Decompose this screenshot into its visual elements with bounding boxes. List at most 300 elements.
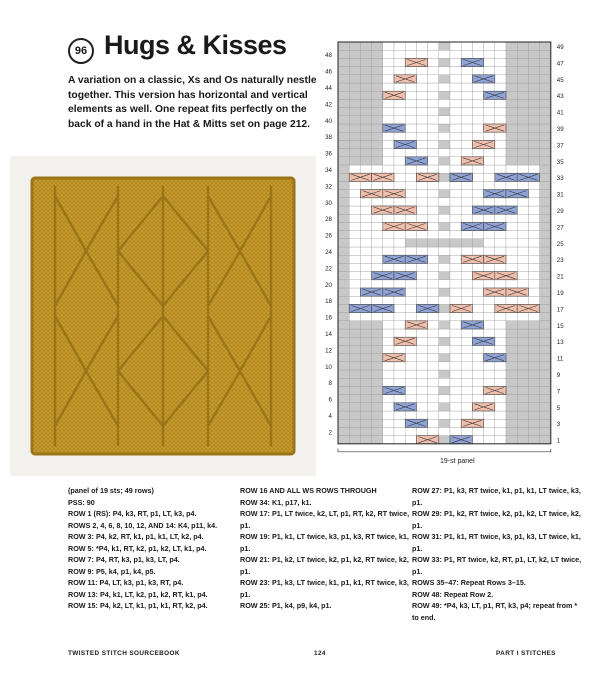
chart-cell bbox=[416, 386, 427, 394]
chart-cell bbox=[484, 304, 495, 312]
cable-cross bbox=[472, 75, 494, 83]
chart-cell bbox=[495, 395, 506, 403]
chart-cell bbox=[472, 427, 483, 435]
chart-cell bbox=[439, 403, 450, 411]
chart-cell bbox=[360, 395, 371, 403]
chart-cell bbox=[439, 354, 450, 362]
chart-cell bbox=[495, 198, 506, 206]
chart-cell bbox=[506, 255, 517, 263]
instruction-line: ROW 17: P1, LT twice, k2, LT, p1, RT, k2, RT twice, p1. bbox=[240, 509, 410, 530]
row-number-left: 30 bbox=[325, 199, 332, 207]
chart-cell bbox=[416, 280, 427, 288]
chart-cell bbox=[472, 280, 483, 288]
row-number-left: 34 bbox=[325, 167, 332, 174]
chart-cell bbox=[528, 140, 539, 148]
chart-cell bbox=[540, 124, 551, 132]
chart-cell bbox=[394, 321, 405, 329]
chart-cell bbox=[338, 239, 349, 247]
chart-cell bbox=[394, 395, 405, 403]
chart-cell bbox=[394, 165, 405, 173]
cable-cross bbox=[405, 321, 427, 329]
instruction-line: ROW 48: Repeat Row 2. bbox=[412, 589, 494, 599]
chart-cell bbox=[416, 214, 427, 222]
chart-cell bbox=[495, 58, 506, 66]
chart-cell bbox=[540, 386, 551, 394]
chart-cell bbox=[528, 91, 539, 99]
row-number-left: 20 bbox=[325, 281, 332, 289]
chart-cell bbox=[338, 354, 349, 362]
chart-cell bbox=[528, 436, 539, 444]
chart-cell bbox=[506, 124, 517, 132]
chart-cell bbox=[506, 419, 517, 427]
chart-cell bbox=[428, 411, 439, 419]
instructions-column-2 bbox=[240, 485, 410, 612]
row-number-left: 22 bbox=[325, 265, 332, 273]
chart-cell bbox=[349, 272, 360, 280]
chart-cell bbox=[517, 165, 528, 173]
chart-cell bbox=[428, 427, 439, 435]
chart-cell bbox=[405, 214, 416, 222]
chart-cell bbox=[439, 362, 450, 370]
chart-cell bbox=[349, 181, 360, 189]
chart-cell bbox=[528, 370, 539, 378]
row-number-right: 31 bbox=[556, 191, 564, 199]
chart-cell bbox=[439, 280, 450, 288]
chart-cell bbox=[394, 370, 405, 378]
footer-book-title: TWISTED STITCH SOURCEBOOK bbox=[68, 650, 180, 657]
row-number-left: 26 bbox=[325, 232, 332, 240]
knit-swatch-photo bbox=[10, 156, 316, 476]
chart-cell bbox=[450, 99, 461, 107]
chart-cell bbox=[495, 403, 506, 411]
cable-cross bbox=[383, 288, 405, 296]
chart-cell bbox=[528, 165, 539, 173]
cable-cross bbox=[372, 272, 394, 280]
chart-cell bbox=[540, 304, 551, 312]
chart-cell bbox=[349, 419, 360, 427]
chart-cell bbox=[517, 181, 528, 189]
chart-cell bbox=[372, 157, 383, 165]
chart-cell bbox=[540, 140, 551, 148]
chart-cell bbox=[540, 58, 551, 66]
instruction-line: ROW 33: P1, RT twice, k2, RT, p1, LT, k2, LT twice, p1. bbox=[412, 555, 582, 576]
chart-cell bbox=[506, 436, 517, 444]
chart-cell bbox=[461, 329, 472, 337]
chart-cell bbox=[461, 124, 472, 132]
chart-cell bbox=[405, 313, 416, 321]
chart-cell bbox=[372, 411, 383, 419]
chart-cell bbox=[372, 140, 383, 148]
chart-cell bbox=[416, 124, 427, 132]
chart-cell bbox=[540, 419, 551, 427]
chart-cell bbox=[338, 263, 349, 271]
chart-cell bbox=[528, 75, 539, 83]
cable-cross bbox=[372, 173, 394, 181]
chart-cell bbox=[506, 157, 517, 165]
chart-cell bbox=[540, 345, 551, 353]
chart-cell bbox=[360, 42, 371, 50]
chart-cell bbox=[450, 263, 461, 271]
chart-cell bbox=[383, 239, 394, 247]
chart-cell bbox=[517, 370, 528, 378]
chart-cell bbox=[394, 83, 405, 91]
chart-cell bbox=[360, 436, 371, 444]
chart-cell bbox=[416, 116, 427, 124]
row-number-left: 10 bbox=[325, 363, 332, 371]
chart-cell bbox=[338, 337, 349, 345]
chart-cell bbox=[428, 386, 439, 394]
chart-cell bbox=[372, 58, 383, 66]
chart-cell bbox=[450, 190, 461, 198]
chart-cell bbox=[428, 206, 439, 214]
chart-cell bbox=[528, 378, 539, 386]
chart-cell bbox=[428, 214, 439, 222]
chart-cell bbox=[517, 214, 528, 222]
chart-cell bbox=[360, 75, 371, 83]
chart-cell bbox=[472, 67, 483, 75]
chart-cell bbox=[372, 67, 383, 75]
chart-cell bbox=[517, 91, 528, 99]
chart-cell bbox=[405, 42, 416, 50]
stitch-number-badge bbox=[68, 38, 94, 64]
chart-cell bbox=[360, 272, 371, 280]
chart-cell bbox=[484, 231, 495, 239]
chart-cell bbox=[461, 288, 472, 296]
chart-cell bbox=[439, 272, 450, 280]
chart-cell bbox=[461, 190, 472, 198]
chart-cell bbox=[540, 116, 551, 124]
chart-cell bbox=[349, 386, 360, 394]
chart-cell bbox=[372, 329, 383, 337]
chart-cell bbox=[517, 83, 528, 91]
chart-cell bbox=[338, 255, 349, 263]
chart-cell bbox=[540, 91, 551, 99]
cable-cross bbox=[394, 403, 416, 411]
chart-cell bbox=[461, 214, 472, 222]
chart-cell bbox=[439, 263, 450, 271]
chart-cell bbox=[338, 436, 349, 444]
chart-cell bbox=[439, 313, 450, 321]
chart-cell bbox=[360, 263, 371, 271]
chart-cell bbox=[405, 386, 416, 394]
chart-cell bbox=[540, 157, 551, 165]
chart-cell bbox=[338, 99, 349, 107]
cable-cross bbox=[461, 255, 483, 263]
chart-cell bbox=[506, 411, 517, 419]
chart-cell bbox=[416, 132, 427, 140]
chart-cell bbox=[349, 403, 360, 411]
chart-cell bbox=[439, 75, 450, 83]
chart-cell bbox=[517, 255, 528, 263]
cable-cross bbox=[495, 173, 517, 181]
chart-cell bbox=[495, 165, 506, 173]
chart-cell bbox=[338, 50, 349, 58]
chart-cell bbox=[517, 50, 528, 58]
chart-cell bbox=[528, 272, 539, 280]
chart-cell bbox=[528, 231, 539, 239]
chart-cell bbox=[506, 362, 517, 370]
chart-cell bbox=[383, 231, 394, 239]
chart-cell bbox=[484, 157, 495, 165]
chart-cell bbox=[450, 403, 461, 411]
chart-cell bbox=[484, 395, 495, 403]
chart-cell bbox=[428, 222, 439, 230]
chart-cell bbox=[349, 91, 360, 99]
row-number-left: 16 bbox=[325, 314, 332, 322]
chart-cell bbox=[349, 231, 360, 239]
chart-cell bbox=[349, 124, 360, 132]
chart-cell bbox=[428, 263, 439, 271]
chart-cell bbox=[450, 124, 461, 132]
chart-cell bbox=[528, 403, 539, 411]
chart-cell bbox=[360, 386, 371, 394]
row-number-left: 32 bbox=[325, 183, 332, 191]
chart-cell bbox=[405, 231, 416, 239]
chart-cell bbox=[528, 255, 539, 263]
chart-cell bbox=[439, 222, 450, 230]
chart-cell bbox=[450, 198, 461, 206]
chart-cell bbox=[372, 124, 383, 132]
chart-cell bbox=[428, 75, 439, 83]
instruction-line: ROW 11: P4, LT, k3, p1, k3, RT, p4. bbox=[68, 578, 184, 587]
chart-cell bbox=[450, 42, 461, 50]
cable-cross bbox=[360, 288, 382, 296]
chart-cell bbox=[349, 116, 360, 124]
chart-cell bbox=[506, 280, 517, 288]
chart-cell bbox=[349, 280, 360, 288]
chart-cell bbox=[450, 280, 461, 288]
chart-cell bbox=[360, 91, 371, 99]
chart-cell bbox=[450, 378, 461, 386]
chart-cell bbox=[405, 165, 416, 173]
chart-cell bbox=[540, 190, 551, 198]
chart-cell bbox=[484, 149, 495, 157]
chart-cell bbox=[428, 181, 439, 189]
row-number-right: 3 bbox=[556, 421, 561, 429]
cable-cross bbox=[472, 403, 494, 411]
chart-cell bbox=[540, 436, 551, 444]
chart-cell bbox=[484, 198, 495, 206]
chart-cell bbox=[461, 239, 472, 247]
chart-cell bbox=[360, 255, 371, 263]
chart-cell bbox=[405, 378, 416, 386]
chart-cell bbox=[495, 296, 506, 304]
panel-bracket bbox=[338, 449, 551, 452]
chart-cell bbox=[528, 198, 539, 206]
chart-cell bbox=[540, 411, 551, 419]
chart-cell bbox=[383, 280, 394, 288]
instruction-line: (panel of 19 sts; 49 rows) bbox=[68, 486, 154, 495]
chart-cell bbox=[428, 419, 439, 427]
chart-cell bbox=[338, 231, 349, 239]
chart-cell bbox=[360, 222, 371, 230]
chart-cell bbox=[472, 149, 483, 157]
chart-cell bbox=[439, 329, 450, 337]
chart-cell bbox=[495, 362, 506, 370]
chart-cell bbox=[360, 427, 371, 435]
chart-cell bbox=[372, 255, 383, 263]
chart-cell bbox=[461, 181, 472, 189]
chart-cell bbox=[405, 124, 416, 132]
chart-cell bbox=[360, 206, 371, 214]
chart-cell bbox=[450, 419, 461, 427]
chart-cell bbox=[394, 50, 405, 58]
chart-cell bbox=[338, 395, 349, 403]
chart-cell bbox=[517, 116, 528, 124]
chart-cell bbox=[360, 280, 371, 288]
chart-cell bbox=[450, 75, 461, 83]
row-number-right: 7 bbox=[556, 388, 561, 396]
chart-cell bbox=[461, 403, 472, 411]
chart-cell bbox=[338, 214, 349, 222]
chart-cell bbox=[405, 239, 416, 247]
row-number-left: 48 bbox=[325, 52, 332, 60]
chart-cell bbox=[450, 354, 461, 362]
chart-cell bbox=[383, 132, 394, 140]
chart-cell bbox=[517, 198, 528, 206]
chart-cell bbox=[495, 214, 506, 222]
chart-cell bbox=[495, 313, 506, 321]
chart-cell bbox=[349, 214, 360, 222]
row-number-right: 35 bbox=[556, 158, 564, 166]
chart-cell bbox=[372, 198, 383, 206]
chart-cell bbox=[349, 157, 360, 165]
chart-cell bbox=[349, 288, 360, 296]
chart-cell bbox=[416, 272, 427, 280]
chart-cell bbox=[360, 313, 371, 321]
chart-cell bbox=[372, 354, 383, 362]
chart-cell bbox=[517, 329, 528, 337]
chart-cell bbox=[349, 83, 360, 91]
chart-cell bbox=[372, 337, 383, 345]
chart-cell bbox=[461, 272, 472, 280]
chart-cell bbox=[517, 345, 528, 353]
chart-cell bbox=[428, 108, 439, 116]
chart-cell bbox=[372, 378, 383, 386]
chart-cell bbox=[405, 190, 416, 198]
row-number-left: 42 bbox=[325, 101, 332, 109]
chart-cell bbox=[349, 296, 360, 304]
chart-cell bbox=[405, 354, 416, 362]
chart-cell bbox=[540, 231, 551, 239]
chart-cell bbox=[540, 378, 551, 386]
cable-cross bbox=[461, 419, 483, 427]
chart-cell bbox=[428, 198, 439, 206]
chart-cell bbox=[472, 354, 483, 362]
instruction-line: ROW 7: P4, RT, k3, p1, k3, LT, p4. bbox=[68, 555, 180, 564]
chart-cell bbox=[338, 206, 349, 214]
row-number-left: 36 bbox=[325, 150, 332, 158]
chart-cell bbox=[349, 99, 360, 107]
chart-cell bbox=[383, 247, 394, 255]
chart-cell bbox=[439, 345, 450, 353]
cable-cross bbox=[383, 222, 405, 230]
chart-cell bbox=[349, 345, 360, 353]
chart-cell bbox=[484, 378, 495, 386]
chart-cell bbox=[439, 206, 450, 214]
chart-cell bbox=[461, 132, 472, 140]
chart-cell bbox=[416, 378, 427, 386]
chart-cell bbox=[405, 345, 416, 353]
chart-cell bbox=[517, 395, 528, 403]
chart-cell bbox=[540, 395, 551, 403]
chart-cell bbox=[472, 83, 483, 91]
chart-cell bbox=[450, 337, 461, 345]
chart-cell bbox=[484, 411, 495, 419]
chart-cell bbox=[372, 75, 383, 83]
chart-cell bbox=[461, 362, 472, 370]
chart-cell bbox=[428, 140, 439, 148]
chart-cell bbox=[338, 419, 349, 427]
chart-cell bbox=[394, 58, 405, 66]
chart-cell bbox=[349, 263, 360, 271]
chart-cell bbox=[349, 337, 360, 345]
chart-cell bbox=[517, 386, 528, 394]
chart-cell bbox=[528, 116, 539, 124]
chart-cell bbox=[484, 427, 495, 435]
cable-cross bbox=[383, 190, 405, 198]
chart-cell bbox=[383, 99, 394, 107]
chart-cell bbox=[528, 108, 539, 116]
chart-cell bbox=[360, 165, 371, 173]
chart-cell bbox=[450, 411, 461, 419]
chart-cell bbox=[338, 108, 349, 116]
chart-cell bbox=[472, 198, 483, 206]
chart-cell bbox=[517, 58, 528, 66]
chart-cell bbox=[338, 222, 349, 230]
chart-cell bbox=[472, 91, 483, 99]
chart-cell bbox=[528, 296, 539, 304]
chart-cell bbox=[461, 263, 472, 271]
chart-cell bbox=[405, 91, 416, 99]
chart-cell bbox=[540, 403, 551, 411]
chart-cell bbox=[472, 329, 483, 337]
instruction-line: ROW 49: *P4, k3, LT, p1, RT, k3, p4; repeat from * to end. bbox=[412, 601, 578, 622]
chart-cell bbox=[506, 345, 517, 353]
chart-cell bbox=[506, 108, 517, 116]
chart-cell bbox=[394, 378, 405, 386]
chart-cell bbox=[405, 181, 416, 189]
chart-cell bbox=[428, 132, 439, 140]
chart-cell bbox=[372, 386, 383, 394]
chart-cell bbox=[428, 354, 439, 362]
chart-cell bbox=[528, 263, 539, 271]
chart-cell bbox=[383, 345, 394, 353]
chart-cell bbox=[383, 337, 394, 345]
instruction-line: ROW 34: K1, p17, k1. bbox=[240, 497, 312, 507]
chart-cell bbox=[360, 181, 371, 189]
chart-cell bbox=[416, 50, 427, 58]
chart-cell bbox=[372, 427, 383, 435]
chart-cell bbox=[372, 108, 383, 116]
chart-cell bbox=[428, 124, 439, 132]
chart-cell bbox=[495, 181, 506, 189]
chart-cell bbox=[360, 140, 371, 148]
chart-cell bbox=[349, 427, 360, 435]
chart-cell bbox=[428, 58, 439, 66]
chart-cell bbox=[439, 419, 450, 427]
chart-cell bbox=[484, 67, 495, 75]
cable-cross bbox=[360, 190, 382, 198]
chart-cell bbox=[472, 50, 483, 58]
chart-cell bbox=[428, 116, 439, 124]
chart-cell bbox=[506, 83, 517, 91]
chart-cell bbox=[540, 427, 551, 435]
chart-cell bbox=[338, 370, 349, 378]
chart-cell bbox=[416, 75, 427, 83]
chart-cell bbox=[394, 214, 405, 222]
chart-cell bbox=[439, 108, 450, 116]
